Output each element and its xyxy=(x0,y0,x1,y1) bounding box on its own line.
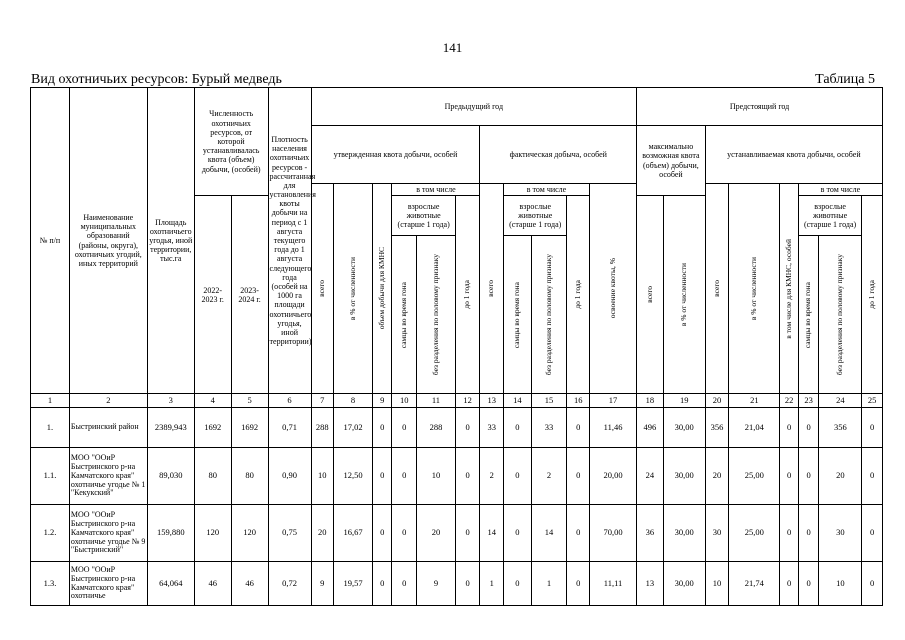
column-number: 14 xyxy=(504,394,532,408)
table-cell: 2 xyxy=(480,448,504,505)
table-cell: 25,00 xyxy=(729,448,780,505)
table-cell: 0 xyxy=(862,448,883,505)
table-cell: 0 xyxy=(392,448,417,505)
header-set-pct: в % от численности xyxy=(729,184,780,394)
table-cell: 10 xyxy=(416,448,455,505)
header-fact-under1: до 1 года xyxy=(567,196,590,394)
table-cell: 9 xyxy=(311,562,334,606)
table-cell: 0 xyxy=(504,408,532,448)
table-cell: 159,880 xyxy=(147,505,194,562)
row-number: 1.2. xyxy=(31,505,70,562)
table-cell: 0 xyxy=(780,505,798,562)
table-cell: 0 xyxy=(780,408,798,448)
table-cell: 46 xyxy=(194,562,231,606)
table-cell: 0,75 xyxy=(268,505,311,562)
table-cell: 0 xyxy=(372,448,391,505)
table-cell: 0 xyxy=(455,408,480,448)
table-cell: 10 xyxy=(705,562,729,606)
table-cell: 0 xyxy=(372,408,391,448)
table-cell: 1 xyxy=(531,562,567,606)
table-cell: 20,00 xyxy=(589,448,636,505)
header-prev-nosex: без разделения по половому признаку xyxy=(416,236,455,394)
table-cell: 20 xyxy=(819,448,862,505)
table-cell: 0 xyxy=(862,562,883,606)
column-number: 21 xyxy=(729,394,780,408)
table-cell: 16,67 xyxy=(334,505,373,562)
column-number: 4 xyxy=(194,394,231,408)
column-number: 11 xyxy=(416,394,455,408)
column-number: 22 xyxy=(780,394,798,408)
table-cell: 0 xyxy=(392,505,417,562)
header-prev-incl: в том числе xyxy=(392,184,480,196)
header-actual-harvest: фактическая добыча, особей xyxy=(480,126,637,184)
table-cell: 120 xyxy=(194,505,231,562)
table-cell: 0 xyxy=(504,505,532,562)
table-cell: 30 xyxy=(819,505,862,562)
header-no: № п/п xyxy=(31,88,70,394)
column-number: 23 xyxy=(798,394,818,408)
table-row xyxy=(31,448,883,505)
table-cell: 0 xyxy=(455,448,480,505)
quota-table xyxy=(30,87,883,606)
table-cell: 21,04 xyxy=(729,408,780,448)
column-number: 24 xyxy=(819,394,862,408)
table-cell: 1 xyxy=(480,562,504,606)
table-cell: 0 xyxy=(862,408,883,448)
header-fact-incl: в том числе xyxy=(504,184,590,196)
table-cell: 0 xyxy=(798,562,818,606)
header-max-total: всего xyxy=(637,196,664,394)
table-cell: 288 xyxy=(311,408,334,448)
header-quota-use: освоение квоты, % xyxy=(589,184,636,394)
table-cell: 0 xyxy=(567,505,590,562)
header-fact-males: самцы во время гона xyxy=(504,236,532,394)
table-row xyxy=(31,408,883,448)
header-set-kmns: в том числе для КМНС, особей xyxy=(780,184,798,394)
table-cell: 0 xyxy=(392,562,417,606)
table-cell: 30,00 xyxy=(663,505,705,562)
header-prev-males: самцы во время гона xyxy=(392,236,417,394)
table-cell: 0 xyxy=(798,408,818,448)
column-number: 3 xyxy=(147,394,194,408)
header-density: Плотность населения охотничьих ресурсов - рассчитанная для установления квоты добычи на период с 1 августа текущего года до 1 августа следующего года (особей на 1000 га площади охотничьего угодья, иной территории) xyxy=(268,88,311,394)
table-cell: 9 xyxy=(416,562,455,606)
table-cell: 46 xyxy=(231,562,268,606)
header-fact-adults: взрослые животные (старше 1 года) xyxy=(504,196,567,236)
table-cell: 24 xyxy=(637,448,664,505)
header-set-incl: в том числе xyxy=(798,184,882,196)
table-cell: 0,72 xyxy=(268,562,311,606)
header-prev-pct: в % от численности xyxy=(334,184,373,394)
row-number: 1.3. xyxy=(31,562,70,606)
row-number: 1. xyxy=(31,408,70,448)
column-number-row xyxy=(31,394,883,408)
column-number: 7 xyxy=(311,394,334,408)
column-number: 16 xyxy=(567,394,590,408)
header-prev-kmns: объем добычи для КМНС xyxy=(372,184,391,394)
header-pop-2022: 2022-2023 г. xyxy=(194,196,231,394)
table-cell: 89,030 xyxy=(147,448,194,505)
column-number: 17 xyxy=(589,394,636,408)
table-cell: 356 xyxy=(819,408,862,448)
column-number: 13 xyxy=(480,394,504,408)
header-fact-nosex: без разделения по половому признаку xyxy=(531,236,567,394)
column-number: 18 xyxy=(637,394,664,408)
table-cell: 0,90 xyxy=(268,448,311,505)
table-cell: 30,00 xyxy=(663,562,705,606)
table-cell: 14 xyxy=(480,505,504,562)
header-prev-year: Предыдущий год xyxy=(311,88,637,126)
table-cell: 20 xyxy=(416,505,455,562)
table-cell: 356 xyxy=(705,408,729,448)
column-number: 20 xyxy=(705,394,729,408)
table-cell: 0 xyxy=(780,448,798,505)
header-pop-2023: 2023-2024 г. xyxy=(231,196,268,394)
header-prev-under1: до 1 года xyxy=(455,196,480,394)
table-cell: 64,064 xyxy=(147,562,194,606)
header-set-males: самцы во время гона xyxy=(798,236,818,394)
table-cell: 0 xyxy=(798,505,818,562)
header-prev-total: всего xyxy=(311,184,334,394)
header-set-adults: взрослые животные (старше 1 года) xyxy=(798,196,861,236)
header-prev-adults: взрослые животные (старше 1 года) xyxy=(392,196,455,236)
table-cell: 11,11 xyxy=(589,562,636,606)
table-cell: 80 xyxy=(231,448,268,505)
header-set-under1: до 1 года xyxy=(862,196,883,394)
page-number: 141 xyxy=(442,40,463,55)
table-cell: 33 xyxy=(480,408,504,448)
table-cell: 288 xyxy=(416,408,455,448)
row-number: 1.1. xyxy=(31,448,70,505)
table-cell: 12,50 xyxy=(334,448,373,505)
column-number: 1 xyxy=(31,394,70,408)
table-cell: 0 xyxy=(372,562,391,606)
header-approved-quota: утвержденная квота добычи, особей xyxy=(311,126,480,184)
table-cell: 2389,943 xyxy=(147,408,194,448)
column-number: 2 xyxy=(69,394,147,408)
row-name: МОО "ООиР Быстринского р-на Камчатского края" охотничье угодье № 9 "Быстринский" xyxy=(69,505,147,562)
table-cell: 33 xyxy=(531,408,567,448)
column-number: 15 xyxy=(531,394,567,408)
table-cell: 30,00 xyxy=(663,448,705,505)
header-name: Наименование муниципальных образований (районы, округа), охотничьих угодий, иных территорий xyxy=(69,88,147,394)
table-cell: 0 xyxy=(798,448,818,505)
table-cell: 0 xyxy=(567,408,590,448)
table-label: Таблица 5 xyxy=(815,72,875,87)
table-cell: 2 xyxy=(531,448,567,505)
header-set-quota: устанавливаемая квота добычи, особей xyxy=(705,126,882,184)
row-name: МОО "ООиР Быстринского р-на Камчатского края" охотничье xyxy=(69,562,147,606)
table-row xyxy=(31,562,883,606)
table-body xyxy=(31,408,883,606)
column-number: 25 xyxy=(862,394,883,408)
table-cell: 0 xyxy=(455,505,480,562)
table-cell: 17,02 xyxy=(334,408,373,448)
header-set-nosex: без разделения по половому признаку xyxy=(819,236,862,394)
table-cell: 0 xyxy=(392,408,417,448)
table-cell: 0 xyxy=(567,448,590,505)
header-max-pct: в % от численности xyxy=(663,196,705,394)
header-next-year: Предстоящий год xyxy=(637,88,883,126)
table-caption: Вид охотничьих ресурсов: Бурый медведь xyxy=(31,72,282,87)
header-area: Площадь охотничьего угодья, иной территории, тыс.га xyxy=(147,88,194,394)
table-cell: 0 xyxy=(504,562,532,606)
column-number: 19 xyxy=(663,394,705,408)
column-number: 12 xyxy=(455,394,480,408)
column-number: 9 xyxy=(372,394,391,408)
table-cell: 0 xyxy=(780,562,798,606)
table-cell: 14 xyxy=(531,505,567,562)
header-max-quota: максимально возможная квота (объем) добычи, особей xyxy=(637,126,706,196)
table-cell: 19,57 xyxy=(334,562,373,606)
table-cell: 80 xyxy=(194,448,231,505)
table-row xyxy=(31,505,883,562)
row-name: Быстринский район xyxy=(69,408,147,448)
table-cell: 0 xyxy=(504,448,532,505)
column-number: 5 xyxy=(231,394,268,408)
table-cell: 0 xyxy=(455,562,480,606)
table-cell: 0 xyxy=(567,562,590,606)
header-population: Численность охотничьих ресурсов, от которой устанавливалась квота (объем) добычи, (особей) xyxy=(194,88,268,196)
table-cell: 20 xyxy=(311,505,334,562)
table-cell: 25,00 xyxy=(729,505,780,562)
table-cell: 20 xyxy=(705,448,729,505)
table-cell: 10 xyxy=(819,562,862,606)
header-set-total: всего xyxy=(705,184,729,394)
column-number: 8 xyxy=(334,394,373,408)
row-name: МОО "ООиР Быстринского р-на Камчатского края" охотничье угодье № 1 "Кекукский" xyxy=(69,448,147,505)
table-cell: 496 xyxy=(637,408,664,448)
table-cell: 30 xyxy=(705,505,729,562)
column-number: 6 xyxy=(268,394,311,408)
column-number: 10 xyxy=(392,394,417,408)
table-cell: 70,00 xyxy=(589,505,636,562)
table-cell: 120 xyxy=(231,505,268,562)
table-cell: 1692 xyxy=(194,408,231,448)
table-cell: 11,46 xyxy=(589,408,636,448)
table-cell: 0 xyxy=(862,505,883,562)
table-cell: 10 xyxy=(311,448,334,505)
table-cell: 13 xyxy=(637,562,664,606)
header-fact-total: всего xyxy=(480,184,504,394)
table-cell: 1692 xyxy=(231,408,268,448)
table-cell: 0 xyxy=(372,505,391,562)
table-cell: 36 xyxy=(637,505,664,562)
table-cell: 30,00 xyxy=(663,408,705,448)
table-cell: 0,71 xyxy=(268,408,311,448)
table-cell: 21,74 xyxy=(729,562,780,606)
